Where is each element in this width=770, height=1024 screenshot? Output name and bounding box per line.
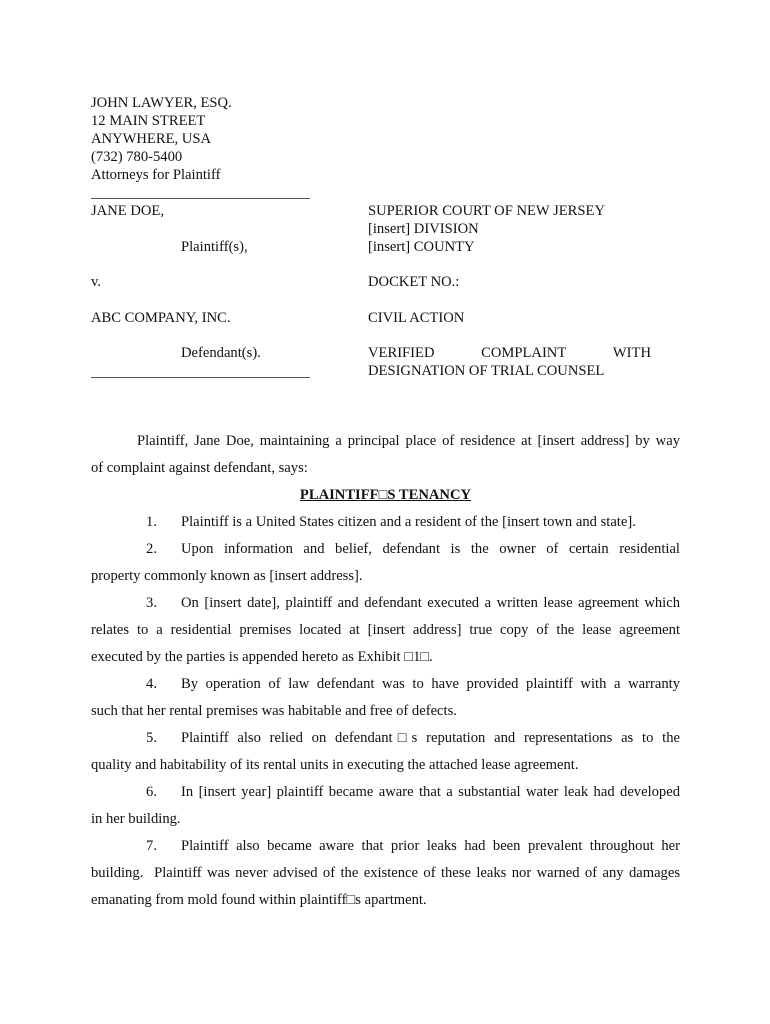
- docket-number: DOCKET NO.:: [368, 274, 460, 290]
- defendant-name: ABC COMPANY, INC.: [91, 310, 231, 326]
- paragraph-line: property commonly known as [insert address].: [91, 568, 363, 584]
- plaintiff-label: Plaintiff(s),: [181, 239, 248, 255]
- paragraph-line: in her building.: [91, 811, 181, 827]
- intro-line-1: Plaintiff, Jane Doe, maintaining a principal place of residence at [insert address] by way: [137, 433, 680, 449]
- paragraph-line: such that her rental premises was habitable and free of defects.: [91, 703, 457, 719]
- paragraph-line: On [insert date], plaintiff and defendant executed a written lease agreement which: [181, 595, 680, 611]
- paragraph-item: [91, 833, 680, 914]
- court-name: SUPERIOR COURT OF NEW JERSEY: [368, 203, 605, 219]
- attorney-city: ANYWHERE, USA: [91, 131, 211, 147]
- paragraph-line: relates to a residential premises located at [insert address] true copy of the lease agreement: [91, 622, 680, 638]
- caption-bottom-rule: [91, 377, 310, 378]
- defendant-label: Defendant(s).: [181, 345, 261, 361]
- court-county: [insert] COUNTY: [368, 239, 475, 255]
- attorney-name: JOHN LAWYER, ESQ.: [91, 95, 232, 111]
- paragraph-number: 2.: [146, 541, 157, 557]
- paragraph-line: By operation of law defendant was to have provided plaintiff with a warranty: [181, 676, 680, 692]
- document-title: [368, 344, 651, 380]
- paragraph-line: Plaintiff also relied on defendant□s reputation and representations as to the: [181, 730, 680, 746]
- paragraph-item: [91, 725, 680, 779]
- paragraph-line: Plaintiff also became aware that prior leaks had been prevalent throughout her: [181, 838, 680, 854]
- versus-label: v.: [91, 274, 101, 290]
- paragraph-item: [91, 779, 680, 833]
- paragraph-number: 3.: [146, 595, 157, 611]
- action-type: CIVIL ACTION: [368, 310, 465, 326]
- doc-title-line-2: DESIGNATION OF TRIAL COUNSEL: [368, 363, 605, 379]
- paragraph-line: building. Plaintiff was never advised of the existence of these leaks nor warned of any damages: [91, 865, 680, 881]
- paragraph-item: [91, 671, 680, 725]
- paragraph-line: emanating from mold found within plaintiff□s apartment.: [91, 892, 427, 908]
- attorney-phone: (732) 780-5400: [91, 149, 183, 165]
- paragraph-item: [91, 509, 680, 536]
- paragraph-number: 4.: [146, 676, 157, 692]
- paragraph-item: [91, 536, 680, 590]
- paragraph-number: 5.: [146, 730, 157, 746]
- attorney-block: [91, 94, 232, 184]
- paragraph-number: 7.: [146, 838, 157, 854]
- paragraph-line: quality and habitability of its rental units in executing the attached lease agreement.: [91, 757, 579, 773]
- intro-line-2: of complaint against defendant, says:: [91, 460, 308, 476]
- paragraph-number: 1.: [146, 514, 157, 530]
- doc-title-word-3: WITH: [612, 345, 651, 361]
- doc-title-word-2: COMPLAINT: [481, 345, 567, 361]
- court-block: [368, 202, 605, 256]
- doc-title-word-1: VERIFIED: [368, 345, 435, 361]
- section-heading: PLAINTIFF□S TENANCY: [299, 487, 472, 503]
- caption-top-rule: [91, 198, 310, 199]
- numbered-paragraphs: [91, 509, 680, 914]
- paragraph-line: Upon information and belief, defendant is the owner of certain residential: [181, 541, 680, 557]
- paragraph-line: In [insert year] plaintiff became aware that a substantial water leak had developed: [181, 784, 680, 800]
- plaintiff-name: JANE DOE,: [91, 203, 164, 219]
- paragraph-line: executed by the parties is appended hereto as Exhibit □1□.: [91, 649, 433, 665]
- attorney-role: Attorneys for Plaintiff: [91, 167, 221, 183]
- paragraph-number: 6.: [146, 784, 157, 800]
- paragraph-line: Plaintiff is a United States citizen and a resident of the [insert town and state].: [181, 514, 636, 530]
- court-division: [insert] DIVISION: [368, 221, 479, 237]
- attorney-street: 12 MAIN STREET: [91, 113, 206, 129]
- paragraph-item: [91, 590, 680, 671]
- intro-paragraph: [91, 428, 680, 482]
